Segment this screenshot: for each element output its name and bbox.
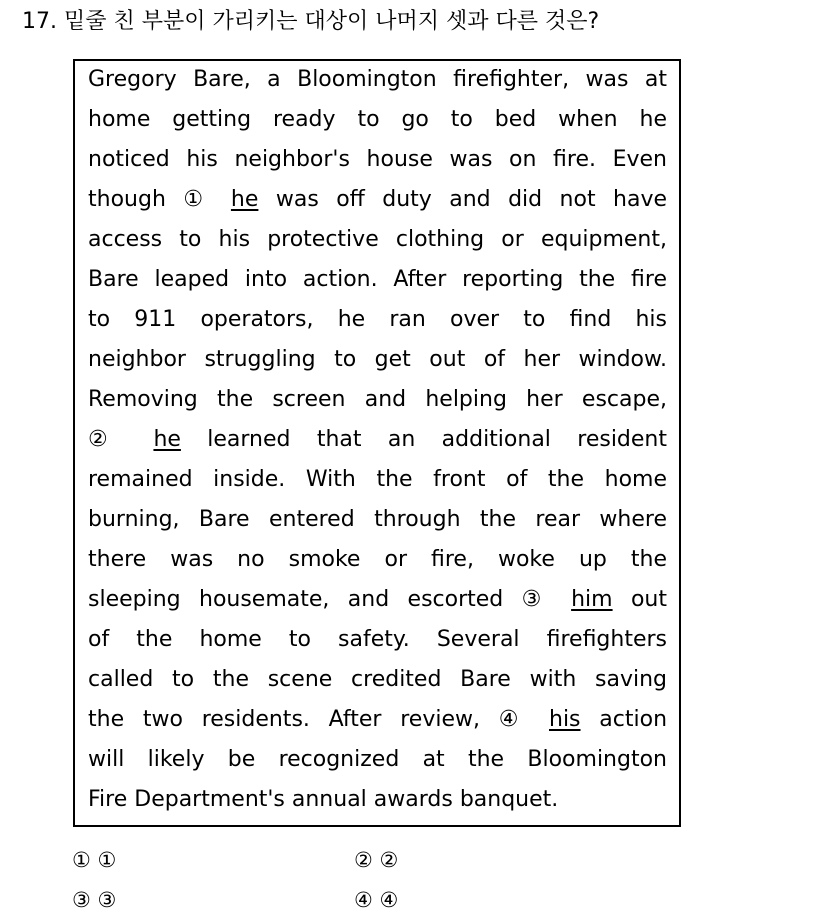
passage-segment: Gregory Bare, a Bloomington firefighter, was at [88, 67, 667, 92]
question-text: 밑줄 친 부분이 가리키는 대상이 나머지 셋과 다른 것은? [64, 9, 600, 34]
passage-segment: action [580, 707, 667, 732]
passage-line [88, 260, 667, 300]
passage-line [88, 60, 667, 100]
passage-segment: Bare leaped into action. After reporting the fire [88, 267, 667, 292]
passage-text [88, 60, 667, 820]
passage-line [88, 380, 667, 420]
passage-line [88, 180, 667, 220]
passage-line [88, 420, 667, 460]
choice-marker: ③ [72, 888, 91, 912]
underlined-pronoun: him [571, 587, 613, 612]
passage-segment: the two residents. After review, ④ [88, 707, 549, 732]
passage-line [88, 700, 667, 740]
passage-line [88, 580, 667, 620]
passage-segment: will likely be recognized at the Bloomington [88, 747, 667, 772]
passage-segment: sleeping housemate, and escorted ③ [88, 587, 572, 612]
passage-segment: noticed his neighbor's house was on fire. Even [88, 147, 667, 172]
passage-line [88, 140, 667, 180]
passage-segment: though ① [88, 187, 231, 212]
passage-segment: to 911 operators, he ran over to find his [88, 307, 667, 332]
choice-1[interactable] [72, 842, 116, 878]
answer-choices [72, 842, 632, 922]
choice-row [72, 882, 632, 922]
passage-line [88, 780, 667, 820]
choice-marker: ④ [354, 888, 373, 912]
choice-label: ② [379, 848, 399, 872]
passage-line [88, 340, 667, 380]
passage-segment: remained inside. With the front of the home [88, 467, 667, 492]
choice-marker: ② [354, 848, 373, 872]
passage-segment: neighbor struggling to get out of her window. [88, 347, 667, 372]
choice-marker: ① [72, 848, 91, 872]
passage-segment: ② [88, 427, 154, 452]
passage-segment: learned that an additional resident [180, 427, 667, 452]
choice-3[interactable] [72, 882, 116, 918]
passage-segment: there was no smoke or fire, woke up the [88, 547, 667, 572]
choice-label: ① [97, 848, 117, 872]
passage-line [88, 740, 667, 780]
passage-line [88, 660, 667, 700]
passage-segment: burning, Bare entered through the rear where [88, 507, 667, 532]
passage-line [88, 100, 667, 140]
choice-label: ③ [97, 888, 117, 912]
passage-segment: Fire Department's annual awards banquet. [88, 787, 559, 812]
passage-segment: home getting ready to go to bed when he [88, 107, 667, 132]
passage-segment: of the home to safety. Several firefighters [88, 627, 667, 652]
passage-segment: out [612, 587, 667, 612]
choice-4[interactable] [354, 882, 398, 918]
passage-segment: Removing the screen and helping her escape, [88, 387, 667, 412]
question-number: 17. [22, 9, 57, 34]
passage-box [73, 59, 681, 827]
choice-2[interactable] [354, 842, 398, 878]
passage-line [88, 300, 667, 340]
underlined-pronoun: he [230, 187, 259, 212]
underlined-pronoun: his [549, 707, 581, 732]
passage-segment: access to his protective clothing or equipment, [88, 227, 667, 252]
passage-segment: called to the scene credited Bare with saving [88, 667, 667, 692]
passage-line [88, 500, 667, 540]
choice-row [72, 842, 632, 882]
question-stem [22, 6, 599, 38]
passage-segment: was off duty and did not have [258, 187, 667, 212]
choice-label: ④ [379, 888, 399, 912]
passage-line [88, 460, 667, 500]
underlined-pronoun: he [153, 427, 181, 452]
passage-line [88, 620, 667, 660]
passage-line [88, 540, 667, 580]
passage-line [88, 220, 667, 260]
